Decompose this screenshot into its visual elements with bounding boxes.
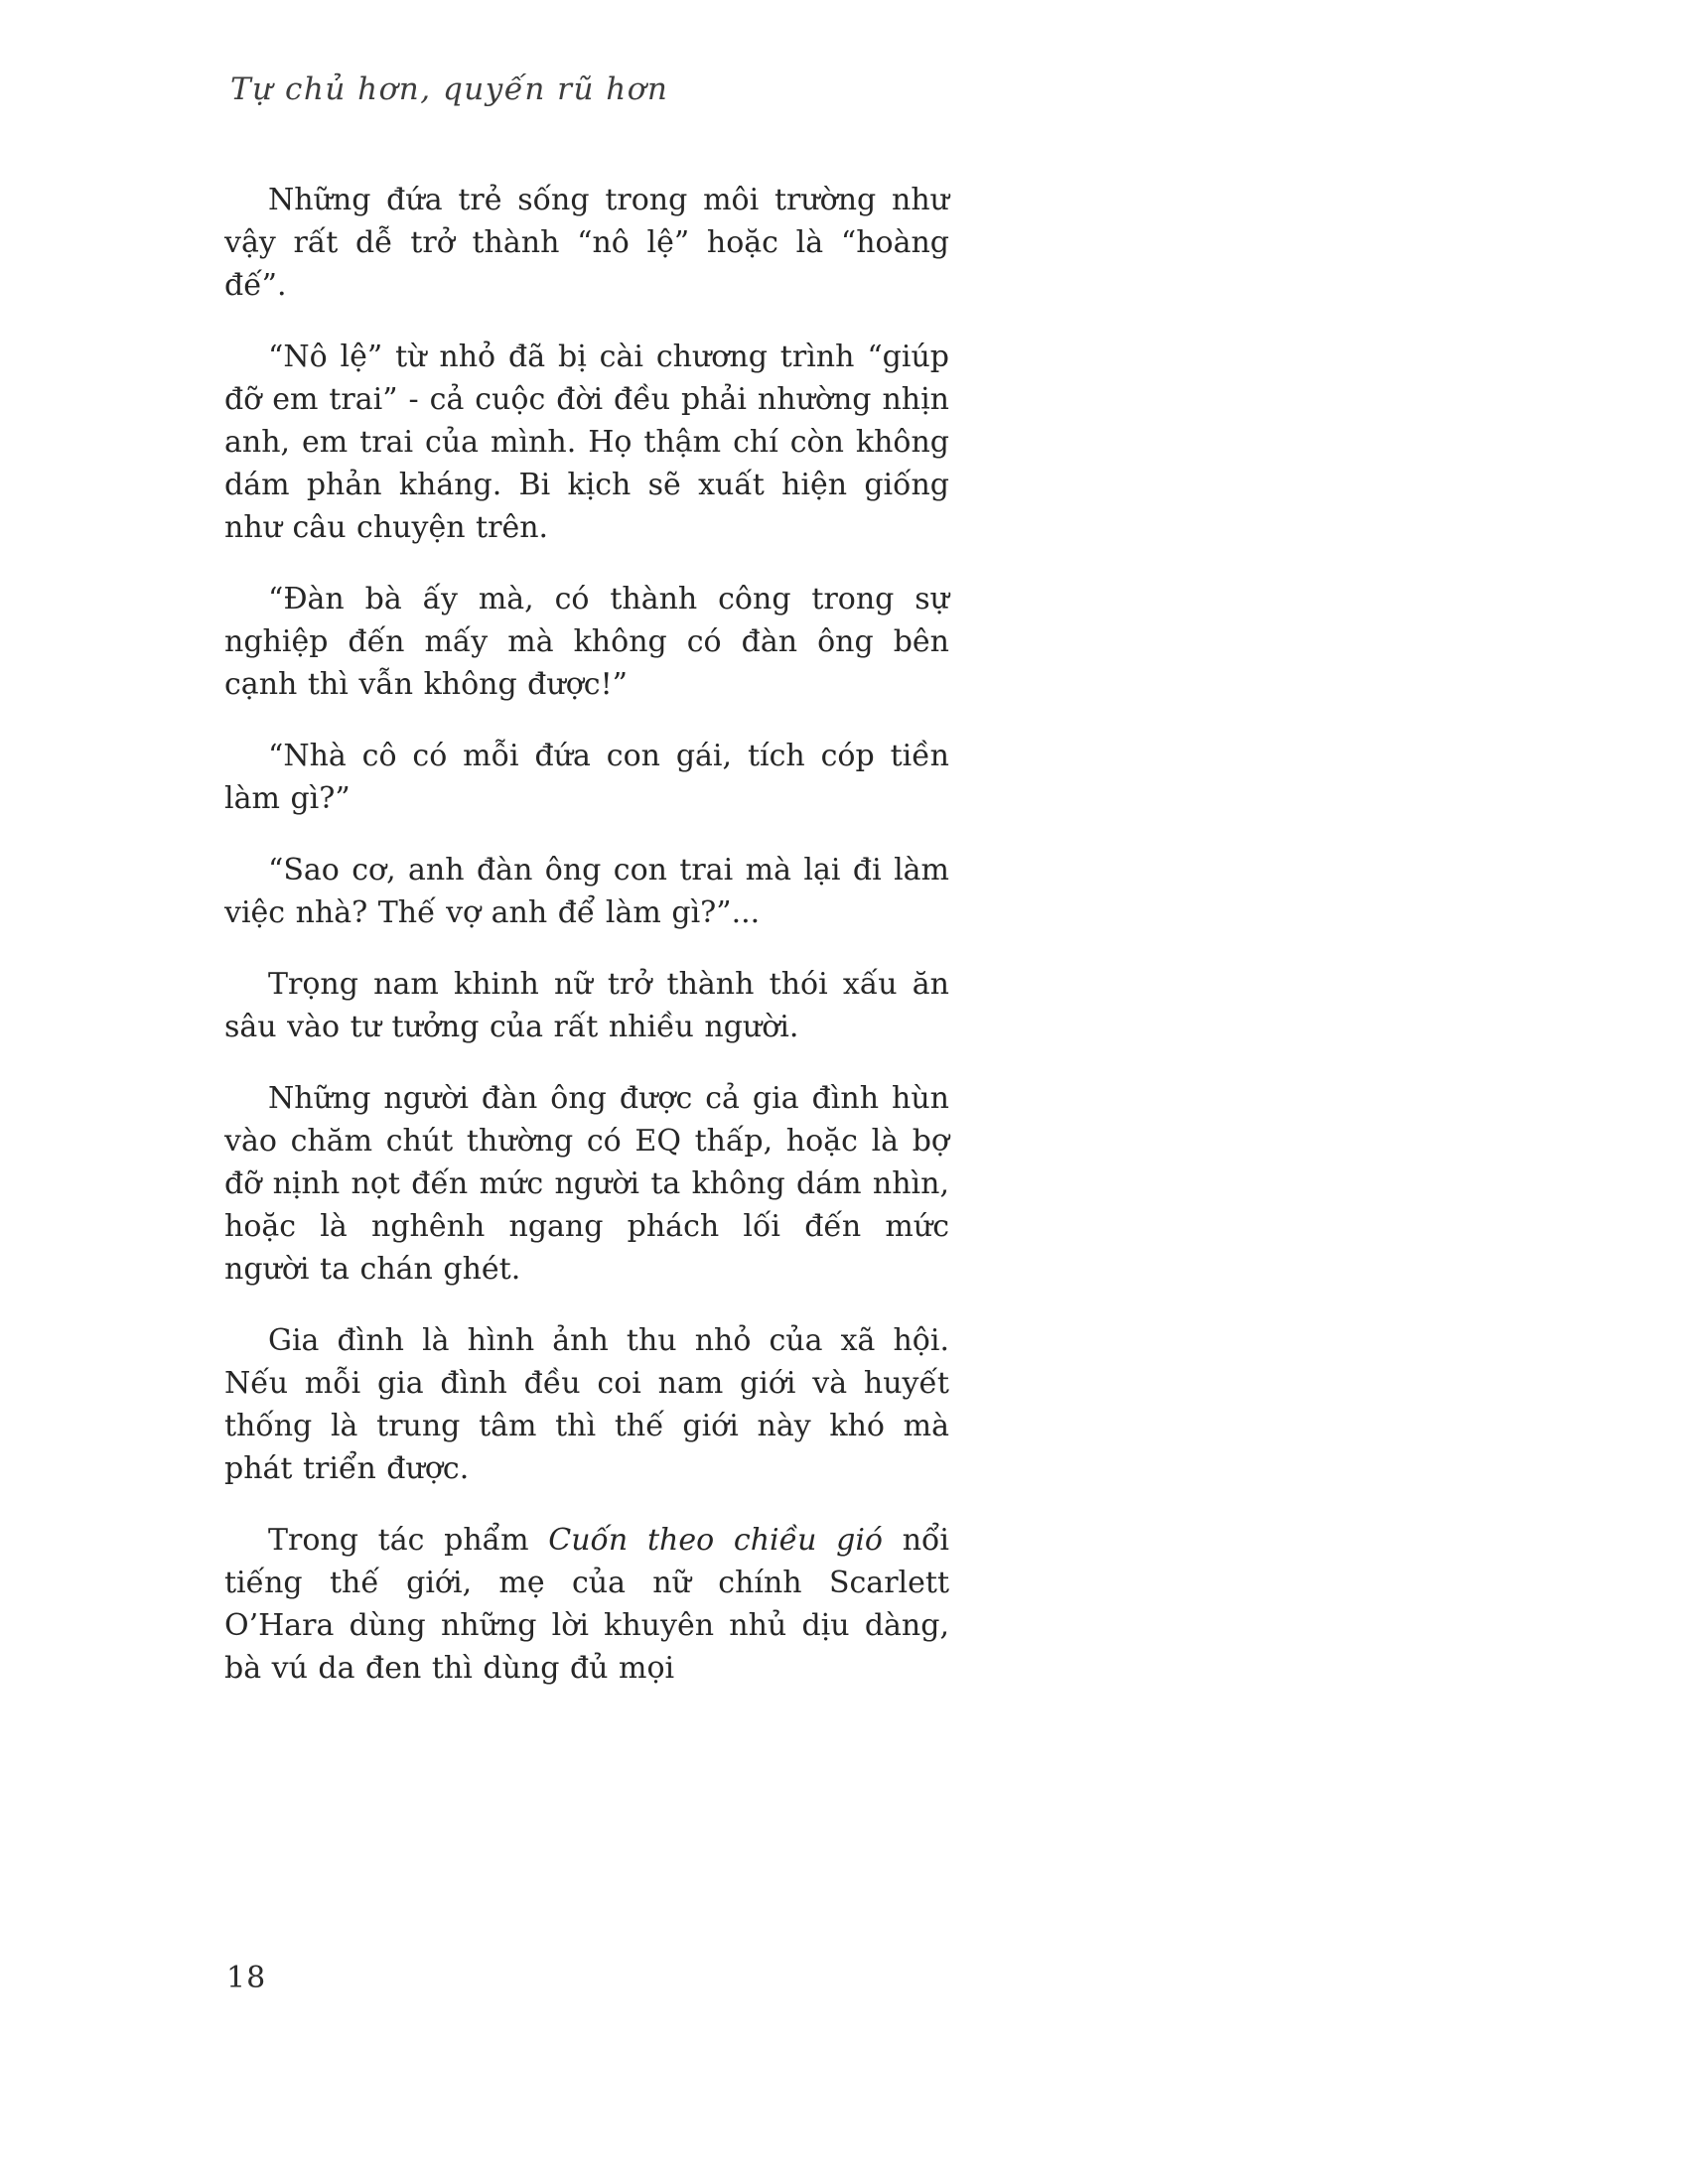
paragraph	[224, 1519, 949, 1690]
paragraph	[224, 963, 949, 1048]
text-segment: “Nô lệ” từ nhỏ đã bị cài chương trình “giúp đỡ em trai” - cả cuộc đời đều phải nhường nhịn anh, em trai của mình. Họ thậm chí còn không dám phản kháng. Bi kịch sẽ xuất hiện giống như câu chuyện trên.	[224, 340, 949, 545]
running-head: Tự chủ hơn, quyến rũ hơn	[230, 71, 669, 107]
book-title-segment: Cuốn theo chiều gió	[548, 1523, 883, 1558]
body-text	[224, 179, 949, 1690]
paragraph	[224, 179, 949, 307]
text-segment: Trọng nam khinh nữ trở thành thói xấu ăn sâu vào tư tưởng của rất nhiều người.	[224, 967, 949, 1044]
text-segment: “Nhà cô có mỗi đứa con gái, tích cóp tiền làm gì?”	[224, 739, 949, 816]
text-segment: “Đàn bà ấy mà, có thành công trong sự nghiệp đến mấy mà không có đàn ông bên cạnh thì vẫn không được!”	[224, 582, 949, 702]
text-segment: nổi tiếng thế giới, mẹ của nữ chính Scarlett O’Hara dùng những lời khuyên nhủ dịu dàng, bà vú da đen thì dùng đủ mọi	[224, 1523, 949, 1686]
paragraph	[224, 1077, 949, 1291]
paragraph	[224, 735, 949, 820]
text-segment: Trong tác phẩm	[268, 1523, 549, 1558]
page-number: 18	[226, 1961, 267, 1995]
text-segment: “Sao cơ, anh đàn ông con trai mà lại đi làm việc nhà? Thế vợ anh để làm gì?”...	[224, 853, 949, 930]
paragraph	[224, 578, 949, 706]
paragraph	[224, 1319, 949, 1490]
paragraph	[224, 849, 949, 934]
paragraph	[224, 336, 949, 549]
text-column	[224, 71, 949, 1690]
text-segment: Những đứa trẻ sống trong môi trường như vậy rất dễ trở thành “nô lệ” hoặc là “hoàng đế”.	[224, 183, 949, 303]
text-segment: Gia đình là hình ảnh thu nhỏ của xã hội. Nếu mỗi gia đình đều coi nam giới và huyết thống là trung tâm thì thế giới này khó mà phát triển được.	[224, 1323, 949, 1486]
text-segment: Những người đàn ông được cả gia đình hùn vào chăm chút thường có EQ thấp, hoặc là bợ đỡ nịnh nọt đến mức người ta không dám nhìn, hoặc là nghênh ngang phách lối đến mức người ta chán ghét.	[224, 1081, 949, 1287]
